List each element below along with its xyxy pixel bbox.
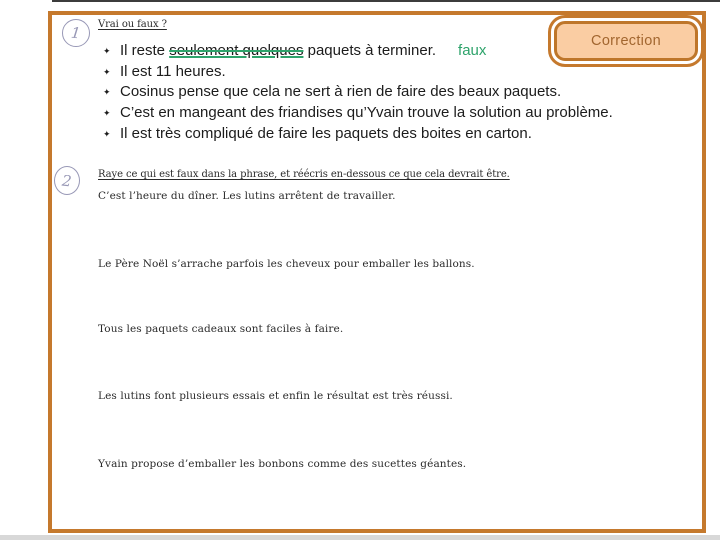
statement-text: Il est 11 heures.: [120, 62, 226, 80]
statement-pre: Il reste: [120, 42, 170, 59]
list-item: [103, 124, 693, 145]
statement-text: C’est en mangeant des friandises qu’Yvain trouve la solution au problème.: [120, 104, 613, 122]
section2-number-badge: [54, 166, 80, 195]
list-item: [103, 62, 693, 83]
diamond-bullet-icon: ✦: [103, 108, 111, 119]
sentence-line: Yvain propose d’emballer les bonbons comme des sucettes géantes.: [98, 458, 467, 470]
true-false-list: [103, 41, 693, 144]
sentence-line: Le Père Noël s’arrache parfois les cheveux pour emballer les ballons.: [98, 258, 475, 270]
section1-number: 1: [70, 23, 82, 43]
sentence-line: Les lutins font plusieurs essais et enfin le résultat est très réussi.: [98, 390, 453, 402]
struck-out-words: seulement quelques: [169, 42, 304, 59]
section2-heading: Raye ce qui est faux dans la phrase, et réécris en-dessous ce que cela devrait être.: [98, 169, 510, 180]
statement-text: Il est très compliqué de faire les paquets des boites en carton.: [120, 124, 532, 142]
section2-number: 2: [61, 171, 73, 190]
slide-top-edge: [52, 0, 720, 2]
list-item: [103, 82, 693, 103]
diamond-bullet-icon: ✦: [103, 46, 111, 56]
section1-number-badge: [62, 19, 90, 47]
diamond-bullet-icon: ✦: [103, 128, 111, 139]
list-item: [103, 103, 693, 124]
sentence-line: C’est l’heure du dîner. Les lutins arrêtent de travailler.: [98, 190, 396, 202]
correction-button-label: Correction: [591, 33, 661, 49]
section1-heading: Vrai ou faux ?: [98, 19, 167, 30]
verdict-label: faux: [458, 42, 487, 59]
diamond-bullet-icon: ✦: [103, 66, 111, 77]
diamond-bullet-icon: ✦: [103, 87, 111, 98]
statement-text: Cosinus pense que cela ne sert à rien de faire des beaux paquets.: [120, 83, 562, 101]
slide-bottom-edge: [0, 535, 720, 540]
list-item: [103, 41, 693, 62]
statement-post: paquets à terminer.: [303, 42, 437, 59]
statement-text: [120, 41, 486, 62]
sentence-line: Tous les paquets cadeaux sont faciles à faire.: [98, 323, 344, 335]
